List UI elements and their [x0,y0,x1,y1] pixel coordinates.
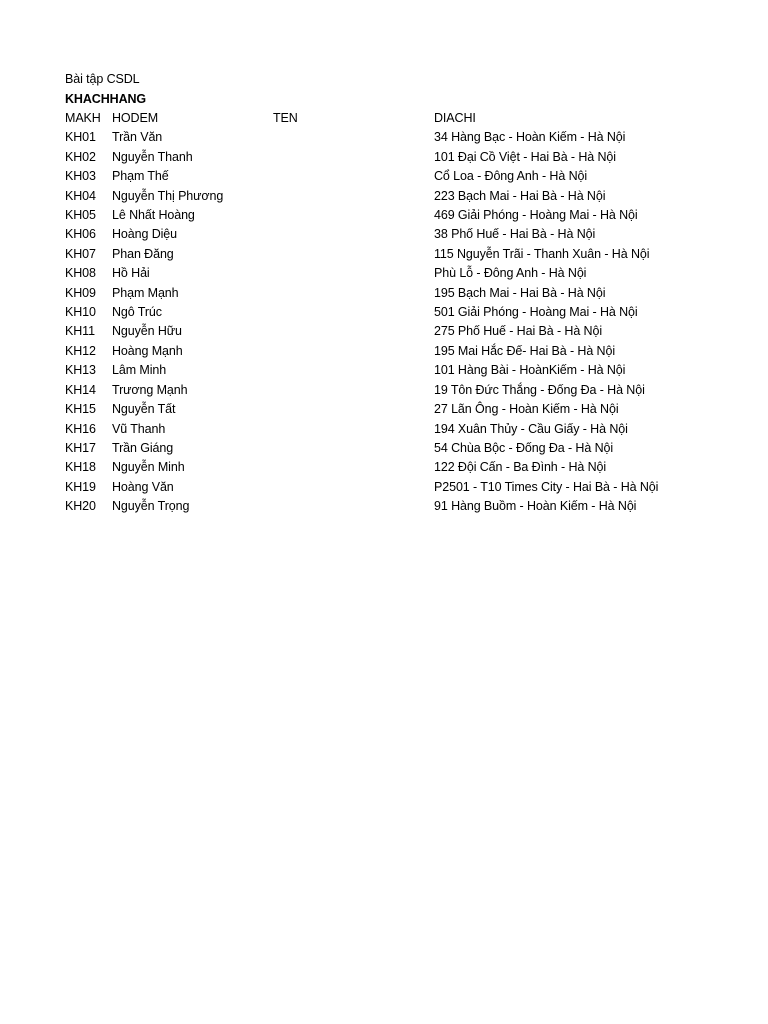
cell-makh: KH11 [65,324,95,339]
cell-makh: KH10 [65,305,96,320]
cell-ten [273,439,434,458]
cell-diachi: 195 Bạch Mai - Hai Bà - Hà Nội [434,285,606,300]
cell-ten [273,264,434,283]
cell-hodem: Nguyễn Tất [112,402,176,417]
header-cell-ten: TEN [273,111,298,125]
cell-ten [273,497,434,516]
cell-hodem: Nguyễn Minh [112,460,185,475]
table-row [65,225,734,244]
table-row [65,400,734,419]
table-body [65,128,734,516]
table-row [65,284,734,303]
cell-diachi: 101 Đại Cồ Việt - Hai Bà - Hà Nội [434,149,616,164]
table-row [65,187,734,206]
cell-diachi: 101 Hàng Bài - HoànKiếm - Hà Nội [434,363,626,378]
cell-diachi: Phù Lỗ - Đông Anh - Hà Nội [434,266,587,281]
cell-hodem: Vũ Thanh [112,421,166,436]
table-row [65,303,734,322]
table-row [65,128,734,147]
cell-ten [273,361,434,380]
cell-ten [273,148,434,167]
cell-makh: KH06 [65,227,96,242]
table-row [65,167,734,186]
cell-makh: KH20 [65,499,96,514]
cell-makh: KH14 [65,382,96,397]
cell-diachi: 195 Mai Hắc Đế- Hai Bà - Hà Nội [434,343,615,358]
cell-diachi: 469 Giải Phóng - Hoàng Mai - Hà Nội [434,208,638,223]
cell-diachi: 27 Lãn Ông - Hoàn Kiếm - Hà Nội [434,402,619,417]
cell-makh: KH12 [65,343,96,358]
table-row [65,264,734,283]
cell-makh: KH08 [65,266,96,281]
table-row [65,342,734,361]
cell-makh: KH15 [65,402,96,417]
cell-diachi: 54 Chùa Bộc - Đống Đa - Hà Nội [434,440,614,455]
table-row [65,478,734,497]
cell-diachi: 115 Nguyễn Trãi - Thanh Xuân - Hà Nội [434,246,650,261]
cell-hodem: Nguyễn Hữu [112,324,182,339]
header-row [65,109,734,128]
cell-ten [273,225,434,244]
cell-hodem: Hoàng Mạnh [112,343,183,358]
cell-hodem: Hoàng Văn [112,479,174,494]
cell-makh: KH03 [65,169,96,184]
cell-makh: KH19 [65,479,96,494]
table-row [65,322,734,341]
cell-ten [273,400,434,419]
cell-diachi: 91 Hàng Buồm - Hoàn Kiếm - Hà Nội [434,499,637,514]
cell-ten [273,167,434,186]
cell-hodem: Nguyễn Thị Phương [112,188,224,203]
cell-ten [273,322,434,341]
cell-hodem: Lâm Minh [112,363,167,378]
table-row [65,245,734,264]
cell-hodem: Hồ Hải [112,266,150,281]
cell-diachi: 223 Bạch Mai - Hai Bà - Hà Nội [434,188,606,203]
cell-makh: KH17 [65,440,96,455]
cell-diachi: P2501 - T10 Times City - Hai Bà - Hà Nội [434,479,659,494]
cell-ten [273,458,434,477]
document-title: Bài tập CSDL [65,72,140,86]
cell-hodem: Phạm Thế [112,169,169,184]
cell-ten [273,206,434,225]
cell-hodem: Lê Nhất Hoàng [112,208,195,223]
cell-hodem: Trương Mạnh [112,382,188,397]
table-row [65,206,734,225]
cell-diachi: 275 Phố Huế - Hai Bà - Hà Nội [434,324,603,339]
cell-makh: KH07 [65,246,96,261]
cell-ten [273,381,434,400]
cell-hodem: Trần Giáng [112,440,174,455]
cell-makh: KH13 [65,363,96,378]
cell-hodem: Hoàng Diệu [112,227,178,242]
cell-makh: KH09 [65,285,96,300]
cell-ten [273,245,434,264]
cell-diachi: Cổ Loa - Đông Anh - Hà Nội [434,169,588,184]
cell-ten [273,187,434,206]
header-cell-makh: MAKH [65,111,101,125]
table-name: KHACHHANG [65,92,147,106]
cell-makh: KH05 [65,208,96,223]
cell-hodem: Trần Văn [112,130,163,145]
table-row [65,361,734,380]
cell-diachi: 501 Giải Phóng - Hoàng Mai - Hà Nội [434,305,638,320]
table-row [65,381,734,400]
cell-ten [273,284,434,303]
table-row [65,148,734,167]
cell-makh: KH16 [65,421,96,436]
cell-ten [273,478,434,497]
cell-makh: KH01 [65,130,96,145]
cell-ten [273,342,434,361]
cell-ten [273,303,434,322]
cell-hodem: Phan Đăng [112,246,174,261]
cell-diachi: 34 Hàng Bạc - Hoàn Kiếm - Hà Nội [434,130,626,145]
table-row [65,439,734,458]
cell-hodem: Nguyễn Thanh [112,149,193,164]
header-cell-hodem: HODEM [112,111,159,125]
cell-ten [273,420,434,439]
cell-diachi: 38 Phố Huế - Hai Bà - Hà Nội [434,227,596,242]
table-row [65,420,734,439]
cell-diachi: 122 Đội Cấn - Ba Đình - Hà Nội [434,460,607,475]
cell-ten [273,128,434,147]
khachhang-table [65,109,734,517]
cell-makh: KH18 [65,460,96,475]
header-cell-diachi: DIACHI [434,111,476,125]
cell-makh: KH02 [65,149,96,164]
table-row [65,458,734,477]
cell-makh: KH04 [65,188,96,203]
cell-hodem: Phạm Mạnh [112,285,179,300]
table-row [65,497,734,516]
cell-diachi: 19 Tôn Đức Thắng - Đống Đa - Hà Nội [434,382,645,397]
cell-hodem: Nguyễn Trọng [112,499,190,514]
cell-diachi: 194 Xuân Thủy - Cầu Giấy - Hà Nội [434,421,628,436]
cell-hodem: Ngô Trúc [112,305,162,320]
